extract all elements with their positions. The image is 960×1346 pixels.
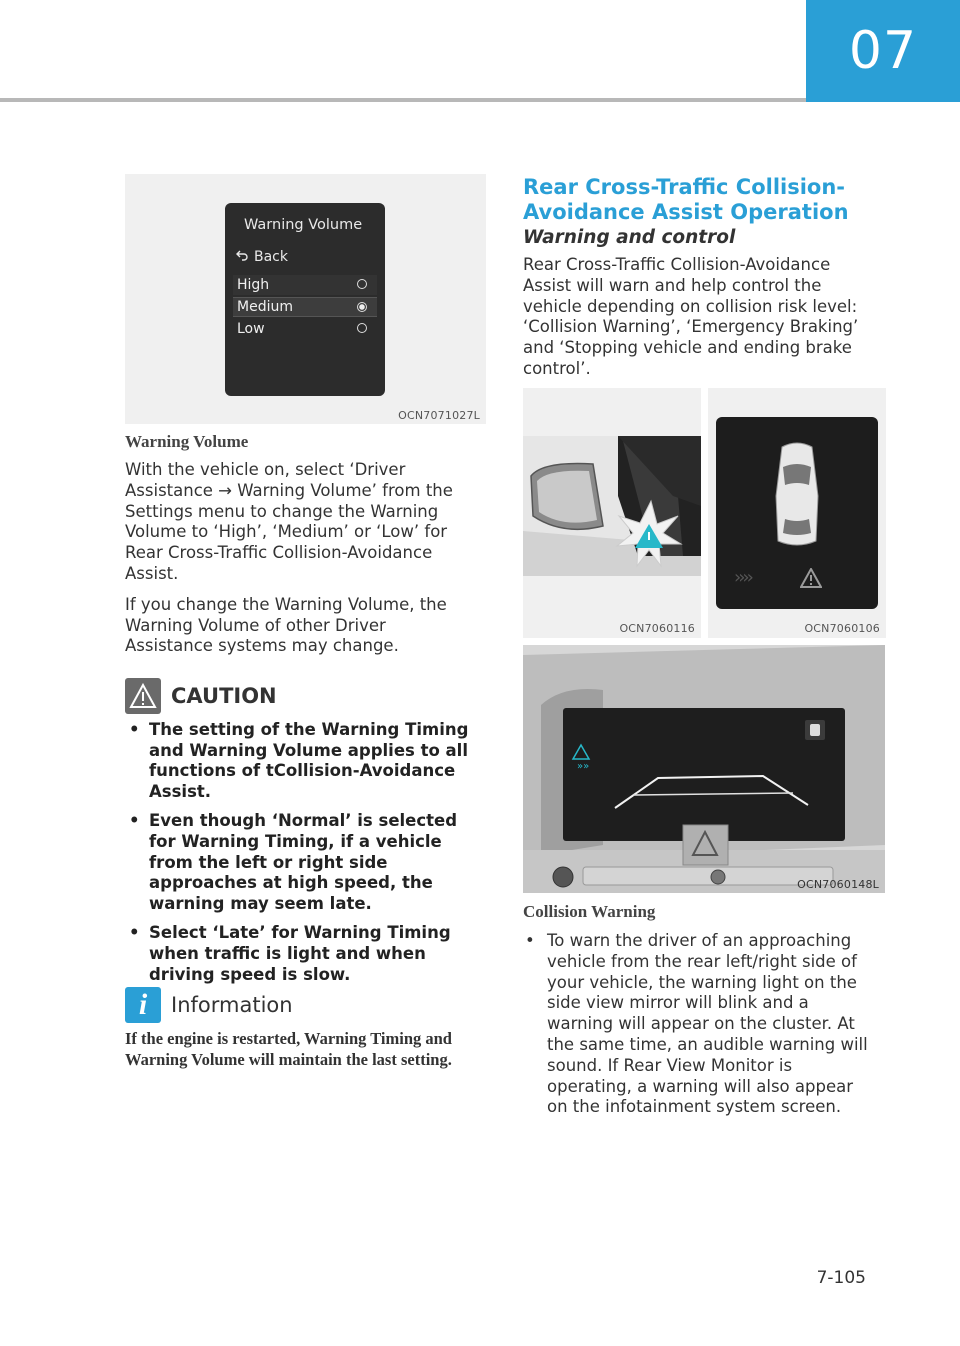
information-text: If the engine is restarted, Warning Timing and Warning Volume will maintain the last setting. bbox=[125, 1029, 452, 1069]
warning-volume-heading: Warning Volume bbox=[125, 432, 249, 451]
option-low: Low bbox=[233, 319, 377, 339]
cluster-screen bbox=[225, 203, 385, 396]
collision-warning-heading: Collision Warning bbox=[523, 902, 656, 921]
collision-warning-bullet: • To warn the driver of an approaching vehicle from the rear left/right side of your vehicle, the warning light on the side view mirror will blink and a warning will appear on the cluster. At the same time, an audible warning will sound. If Rear View Monitor is operating, a warning will also appear on the infotainment system screen. bbox=[523, 931, 875, 1118]
caution-item: • Select ‘Late’ for Warning Timing when traffic is light and when driving speed is slow. bbox=[127, 923, 487, 985]
cluster-display bbox=[716, 417, 878, 609]
figure-warning-volume bbox=[125, 174, 486, 424]
warning-triangle-icon bbox=[125, 678, 161, 714]
figure-side-mirror bbox=[523, 388, 701, 638]
warning-volume-para-1: With the vehicle on, select ‘Driver Assistance → Warning Volume’ from the Settings menu to change the Warning Volume to ‘High’, ‘Medium’ or ‘Low’ for Rear Cross-Traffic Collision-Avoidance Assist. bbox=[125, 460, 453, 583]
back-row bbox=[236, 249, 288, 265]
option-high: High bbox=[233, 275, 377, 295]
warning-triangle-icon bbox=[800, 568, 822, 588]
figure-caption: OCN7060148L bbox=[797, 878, 879, 891]
radio-selected-icon bbox=[357, 302, 367, 312]
information-header bbox=[125, 987, 293, 1023]
warning-volume-body bbox=[125, 460, 475, 667]
return-arrow-icon bbox=[236, 249, 248, 265]
info-icon: i bbox=[125, 987, 161, 1023]
caution-title: CAUTION bbox=[171, 684, 277, 708]
figure-caption: OCN7060116 bbox=[619, 622, 695, 635]
svg-text:»»: »» bbox=[577, 761, 590, 772]
caution-item: • Even though ‘Normal’ is selected for Warning Timing, if a vehicle from the left or right side approaches at high speed, the warning may seem late. bbox=[127, 811, 487, 914]
side-mirror-illustration bbox=[523, 436, 701, 576]
warning-volume-para-2: If you change the Warning Volume, the Warning Volume of other Driver Assistance systems may change. bbox=[125, 594, 447, 656]
figure-infotainment bbox=[523, 645, 885, 893]
rcca-paragraph: Rear Cross-Traffic Collision-Avoidance Assist will warn and help control the vehicle depending on collision risk level: ‘Collision Warning’, ‘Emergency Braking’ and ‘Stopping vehicle and ending brake control’. bbox=[523, 255, 859, 378]
figure-cluster bbox=[708, 388, 886, 638]
figure-caption: OCN7060106 bbox=[804, 622, 880, 635]
vehicle-top-icon bbox=[772, 441, 822, 551]
radio-empty-icon bbox=[357, 279, 367, 289]
section-title: Rear Cross-Traffic Collision-Avoidance Assist Operation bbox=[523, 175, 849, 224]
caution-header bbox=[125, 678, 277, 714]
screen-title: Warning Volume bbox=[244, 217, 363, 233]
page-number: 7-105 bbox=[816, 1268, 866, 1288]
figure-caption: OCN7071027L bbox=[398, 409, 480, 422]
option-medium: Medium bbox=[233, 297, 377, 317]
caution-list bbox=[127, 720, 487, 994]
back-label: Back bbox=[254, 249, 288, 265]
approach-chevrons-icon: ›››› bbox=[734, 567, 751, 588]
radio-empty-icon bbox=[357, 323, 367, 333]
section-subtitle: Warning and control bbox=[523, 227, 736, 248]
chapter-tab: 07 bbox=[806, 0, 960, 102]
header-rule bbox=[0, 98, 806, 102]
caution-item: • The setting of the Warning Timing and Warning Volume applies to all functions of tCollision-Avoidance Assist. bbox=[127, 720, 487, 802]
information-title: Information bbox=[171, 993, 293, 1017]
infotainment-illustration bbox=[523, 645, 885, 893]
